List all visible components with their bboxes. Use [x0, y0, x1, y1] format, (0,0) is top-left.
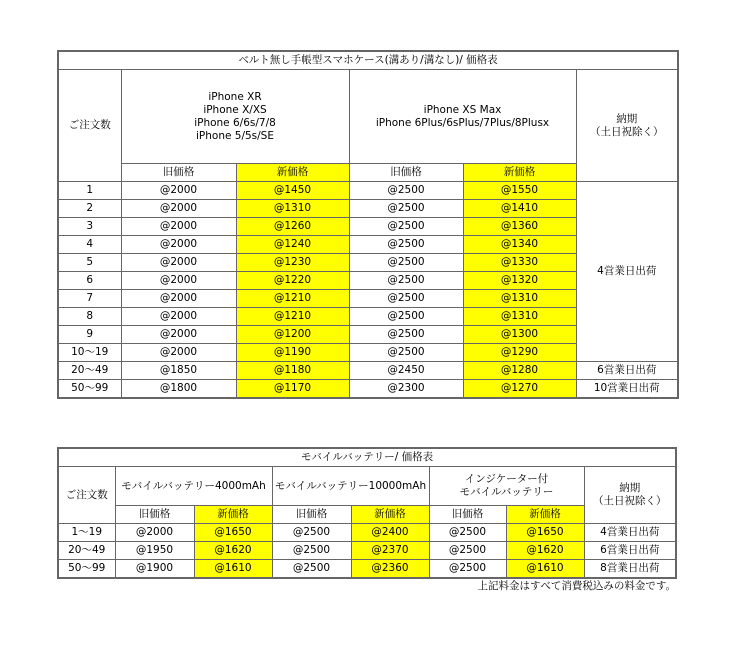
product-2-header: モバイルバッテリー10000mAh [272, 467, 429, 506]
new-price-cell: @1610 [194, 560, 272, 579]
new-price-cell: @1330 [463, 254, 576, 272]
table-row [58, 542, 676, 560]
old-price-cell: @2500 [349, 182, 463, 200]
order-qty-cell: 20～49 [58, 362, 121, 380]
old-price-cell: @1800 [121, 380, 236, 399]
new-price-cell: @1230 [236, 254, 349, 272]
new-price-cell: @1210 [236, 290, 349, 308]
old-price-cell: @2000 [121, 254, 236, 272]
old-price-cell: @2500 [349, 308, 463, 326]
old-price-cell: @2000 [121, 272, 236, 290]
old-price-cell: @2000 [121, 218, 236, 236]
table-row [58, 362, 678, 380]
table-row [58, 524, 676, 542]
table-row [58, 380, 678, 399]
order-qty-cell: 20～49 [58, 542, 115, 560]
delivery-cell: 6営業日出荷 [576, 362, 678, 380]
new-price-cell: @1300 [463, 326, 576, 344]
old-price-cell: @1850 [121, 362, 236, 380]
delivery-cell: 10営業日出荷 [576, 380, 678, 399]
case-table-title: ベルト無し手帳型スマホケース(溝あり/溝なし)/ 価格表 [58, 51, 678, 70]
new-price-cell: @1170 [236, 380, 349, 399]
order-qty-header: ご注文数 [58, 467, 115, 524]
old-price-cell: @2500 [349, 326, 463, 344]
new-price-header: 新価格 [463, 164, 576, 182]
table-row [58, 182, 678, 200]
old-price-header: 旧価格 [115, 506, 194, 524]
old-price-cell: @2500 [349, 200, 463, 218]
order-qty-cell: 5 [58, 254, 121, 272]
new-price-cell: @1280 [463, 362, 576, 380]
tax-footnote: 上記料金はすべて消費税込みの料金です。 [477, 580, 676, 592]
order-qty-cell: 3 [58, 218, 121, 236]
old-price-cell: @2500 [429, 560, 506, 579]
new-price-cell: @1310 [463, 290, 576, 308]
new-price-header: 新価格 [236, 164, 349, 182]
old-price-cell: @1950 [115, 542, 194, 560]
delivery-cell: 8営業日出荷 [584, 560, 676, 579]
new-price-cell: @1180 [236, 362, 349, 380]
old-price-cell: @2000 [121, 290, 236, 308]
old-price-header: 旧価格 [429, 506, 506, 524]
new-price-cell: @1360 [463, 218, 576, 236]
old-price-cell: @2500 [349, 344, 463, 362]
new-price-cell: @1320 [463, 272, 576, 290]
old-price-cell: @2300 [349, 380, 463, 399]
new-price-header: 新価格 [194, 506, 272, 524]
new-price-cell: @2400 [351, 524, 429, 542]
old-price-cell: @1900 [115, 560, 194, 579]
old-price-cell: @2000 [121, 308, 236, 326]
old-price-cell: @2500 [272, 560, 351, 579]
order-qty-header: ご注文数 [58, 70, 121, 182]
old-price-cell: @2500 [429, 542, 506, 560]
new-price-cell: @1270 [463, 380, 576, 399]
new-price-cell: @1310 [463, 308, 576, 326]
old-price-cell: @2500 [349, 236, 463, 254]
new-price-cell: @1310 [236, 200, 349, 218]
new-price-cell: @1210 [236, 308, 349, 326]
new-price-cell: @1200 [236, 326, 349, 344]
old-price-header: 旧価格 [272, 506, 351, 524]
order-qty-cell: 50～99 [58, 560, 115, 579]
new-price-cell: @1190 [236, 344, 349, 362]
order-qty-cell: 10～19 [58, 344, 121, 362]
order-qty-cell: 8 [58, 308, 121, 326]
old-price-cell: @2500 [272, 524, 351, 542]
new-price-cell: @1290 [463, 344, 576, 362]
new-price-cell: @1340 [463, 236, 576, 254]
old-price-header: 旧価格 [349, 164, 463, 182]
old-price-cell: @2000 [121, 200, 236, 218]
delivery-cell: 6営業日出荷 [584, 542, 676, 560]
old-price-cell: @2000 [121, 326, 236, 344]
order-qty-cell: 9 [58, 326, 121, 344]
order-qty-cell: 2 [58, 200, 121, 218]
old-price-header: 旧価格 [121, 164, 236, 182]
new-price-cell: @1650 [194, 524, 272, 542]
new-price-cell: @1410 [463, 200, 576, 218]
product-3-header: インジケーター付 モバイルバッテリー [429, 467, 584, 506]
new-price-cell: @2370 [351, 542, 429, 560]
delivery-header: 納期 （土日祝除く） [584, 467, 676, 524]
old-price-cell: @2500 [349, 272, 463, 290]
case-price-table [57, 50, 679, 399]
order-qty-cell: 4 [58, 236, 121, 254]
old-price-cell: @2500 [349, 218, 463, 236]
new-price-cell: @1610 [506, 560, 584, 579]
new-price-header: 新価格 [506, 506, 584, 524]
new-price-header: 新価格 [351, 506, 429, 524]
table-row [58, 560, 676, 579]
old-price-cell: @2500 [272, 542, 351, 560]
old-price-cell: @2000 [121, 182, 236, 200]
new-price-cell: @1620 [194, 542, 272, 560]
old-price-cell: @2500 [349, 254, 463, 272]
new-price-cell: @1450 [236, 182, 349, 200]
old-price-cell: @2000 [115, 524, 194, 542]
new-price-cell: @2360 [351, 560, 429, 579]
old-price-cell: @2500 [429, 524, 506, 542]
model-group-2-header: iPhone XS Max iPhone 6Plus/6sPlus/7Plus/8Plusx [349, 70, 576, 164]
order-qty-cell: 7 [58, 290, 121, 308]
order-qty-cell: 1 [58, 182, 121, 200]
order-qty-cell: 50～99 [58, 380, 121, 399]
new-price-cell: @1650 [506, 524, 584, 542]
delivery-header: 納期 （土日祝除く） [576, 70, 678, 182]
old-price-cell: @2450 [349, 362, 463, 380]
new-price-cell: @1550 [463, 182, 576, 200]
old-price-cell: @2500 [349, 290, 463, 308]
battery-price-table [57, 447, 677, 579]
product-1-header: モバイルバッテリー4000mAh [115, 467, 272, 506]
battery-table-title: モバイルバッテリー/ 価格表 [58, 448, 676, 467]
old-price-cell: @2000 [121, 236, 236, 254]
order-qty-cell: 1～19 [58, 524, 115, 542]
order-qty-cell: 6 [58, 272, 121, 290]
new-price-cell: @1220 [236, 272, 349, 290]
delivery-cell: 4営業日出荷 [584, 524, 676, 542]
new-price-cell: @1260 [236, 218, 349, 236]
new-price-cell: @1620 [506, 542, 584, 560]
old-price-cell: @2000 [121, 344, 236, 362]
model-group-1-header: iPhone XR iPhone X/XS iPhone 6/6s/7/8 iPhone 5/5s/SE [121, 70, 349, 164]
delivery-cell: 4営業日出荷 [576, 182, 678, 362]
new-price-cell: @1240 [236, 236, 349, 254]
